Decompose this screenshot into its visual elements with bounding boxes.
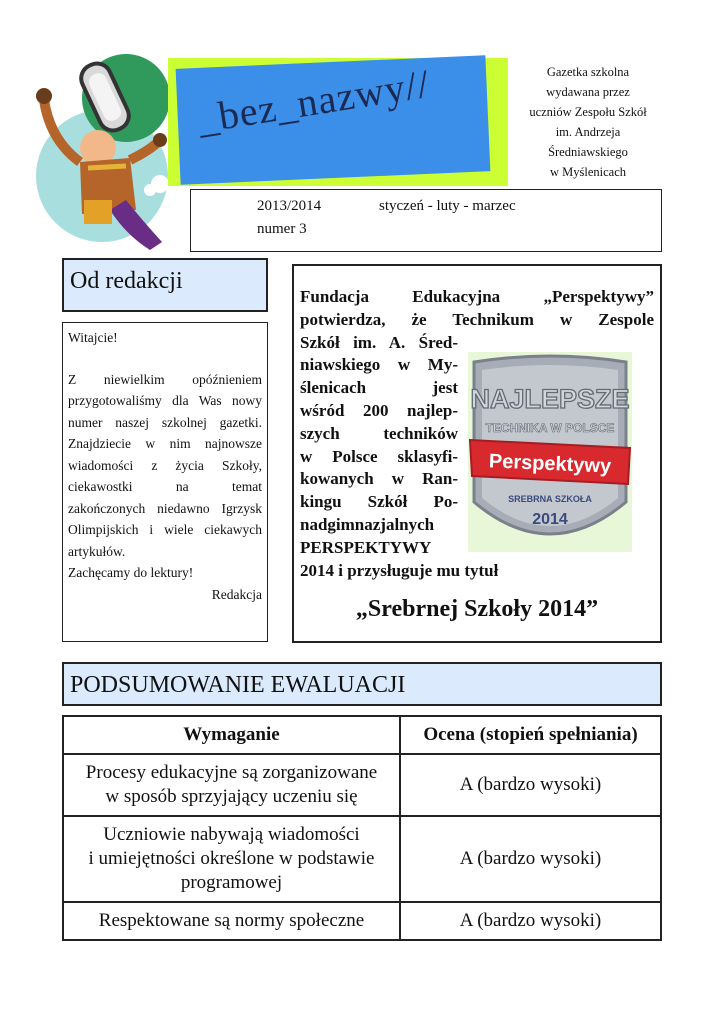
publisher-line: wydawana przez bbox=[546, 85, 630, 99]
article-line: kowanych w Ran- bbox=[300, 469, 458, 489]
issue-number: numer 3 bbox=[257, 221, 307, 237]
article-box bbox=[292, 264, 662, 643]
rating-cell: A (bardzo wysoki) bbox=[400, 902, 661, 940]
award-title: „Srebrnej Szkoły 2014” bbox=[355, 596, 599, 622]
requirement-cell bbox=[63, 816, 400, 902]
requirement-line: Respektowane są normy społeczne bbox=[98, 910, 365, 931]
issue-months: styczeń - luty - marzec bbox=[379, 198, 516, 214]
article-line: PERSPEKTYWY bbox=[300, 537, 432, 557]
publisher-line: w Myślenicach bbox=[549, 165, 627, 179]
article-line: potwierdza, że Technikum w Zespole bbox=[300, 309, 654, 329]
publisher-info bbox=[512, 62, 664, 182]
publisher-line: Gazetka szkolna bbox=[546, 65, 630, 79]
article-line: w Polsce sklasyfi- bbox=[300, 446, 458, 466]
badge-year-text: 2014 bbox=[532, 511, 568, 528]
publisher-line: im. Andrzeja bbox=[555, 125, 621, 139]
editorial-greeting: Witajcie! bbox=[68, 330, 118, 345]
table-row bbox=[63, 754, 661, 816]
article-line: wśród 200 najlep- bbox=[300, 400, 458, 420]
article-line: kingu Szkół Po- bbox=[300, 492, 458, 512]
editorial-signature: Redakcja bbox=[211, 586, 262, 602]
editorial-box bbox=[62, 322, 268, 642]
newspaper-title: _bez_nazwy// bbox=[194, 60, 433, 142]
issue-info-box bbox=[190, 189, 662, 252]
publisher-line: Średniawskiego bbox=[548, 145, 628, 159]
requirement-cell bbox=[63, 902, 400, 940]
editorial-body: Z niewielkim opóźnieniem przygotowaliśmy dla Was nowy numer naszej szkolnej gazetki. Znajdziecie w nim najnowsze wiadomości z życia Szkoły, ciekawostki na temat zakończonych niedawno Igrzysk Olimpijskich i wiele ciekawych artykułów. bbox=[68, 371, 262, 559]
column-header: Wymaganie bbox=[63, 716, 400, 754]
article-line: szych techników bbox=[300, 423, 458, 443]
badge-rank-text: SREBRNA SZKOŁA bbox=[508, 494, 592, 504]
article-line: 2014 i przysługuje mu tytuł bbox=[300, 560, 499, 580]
rating-cell: A (bardzo wysoki) bbox=[400, 816, 661, 902]
editorial-heading-box bbox=[62, 258, 268, 312]
article-line: niawskiego w My- bbox=[300, 355, 458, 375]
article-line: nadgimnazjalnych bbox=[300, 514, 435, 534]
requirement-line: i umiejętności określone w podstawie bbox=[88, 848, 375, 869]
editorial-closing: Zachęcamy do lektury! bbox=[68, 565, 194, 580]
requirement-line: w sposób sprzyjający uczeniu się bbox=[105, 786, 358, 807]
table-row bbox=[63, 816, 661, 902]
column-header: Ocena (stopień spełniania) bbox=[400, 716, 661, 754]
editorial-heading: Od redakcji bbox=[70, 268, 183, 294]
silver-school-badge bbox=[468, 352, 632, 552]
school-year: 2013/2014 bbox=[257, 198, 322, 214]
requirement-line: Procesy edukacyjne są zorganizowane bbox=[85, 762, 378, 783]
article-line: Fundacja Edukacyjna „Perspektywy” bbox=[300, 287, 654, 306]
table-header-row bbox=[63, 716, 661, 754]
requirement-line: programowej bbox=[180, 872, 283, 893]
snowboarder-illustration bbox=[30, 50, 180, 260]
rating-cell: A (bardzo wysoki) bbox=[400, 754, 661, 816]
requirement-cell bbox=[63, 754, 400, 816]
evaluation-table bbox=[62, 715, 662, 941]
article-line: ślenicach jest bbox=[300, 378, 458, 398]
summary-heading-box bbox=[62, 662, 662, 706]
article-line: Szkół im. A. Śred- bbox=[300, 332, 458, 352]
requirement-line: Uczniowie nabywają wiadomości bbox=[103, 824, 360, 845]
publisher-line: uczniów Zespołu Szkół bbox=[529, 105, 647, 119]
badge-top-text: NAJLEPSZE bbox=[470, 384, 630, 414]
summary-heading: PODSUMOWANIE EWALUACJI bbox=[70, 672, 406, 698]
badge-brand-text: Perspektywy bbox=[488, 450, 612, 478]
badge-middle-text: TECHNIKA W POLSCE bbox=[485, 421, 615, 435]
table-row bbox=[63, 902, 661, 940]
